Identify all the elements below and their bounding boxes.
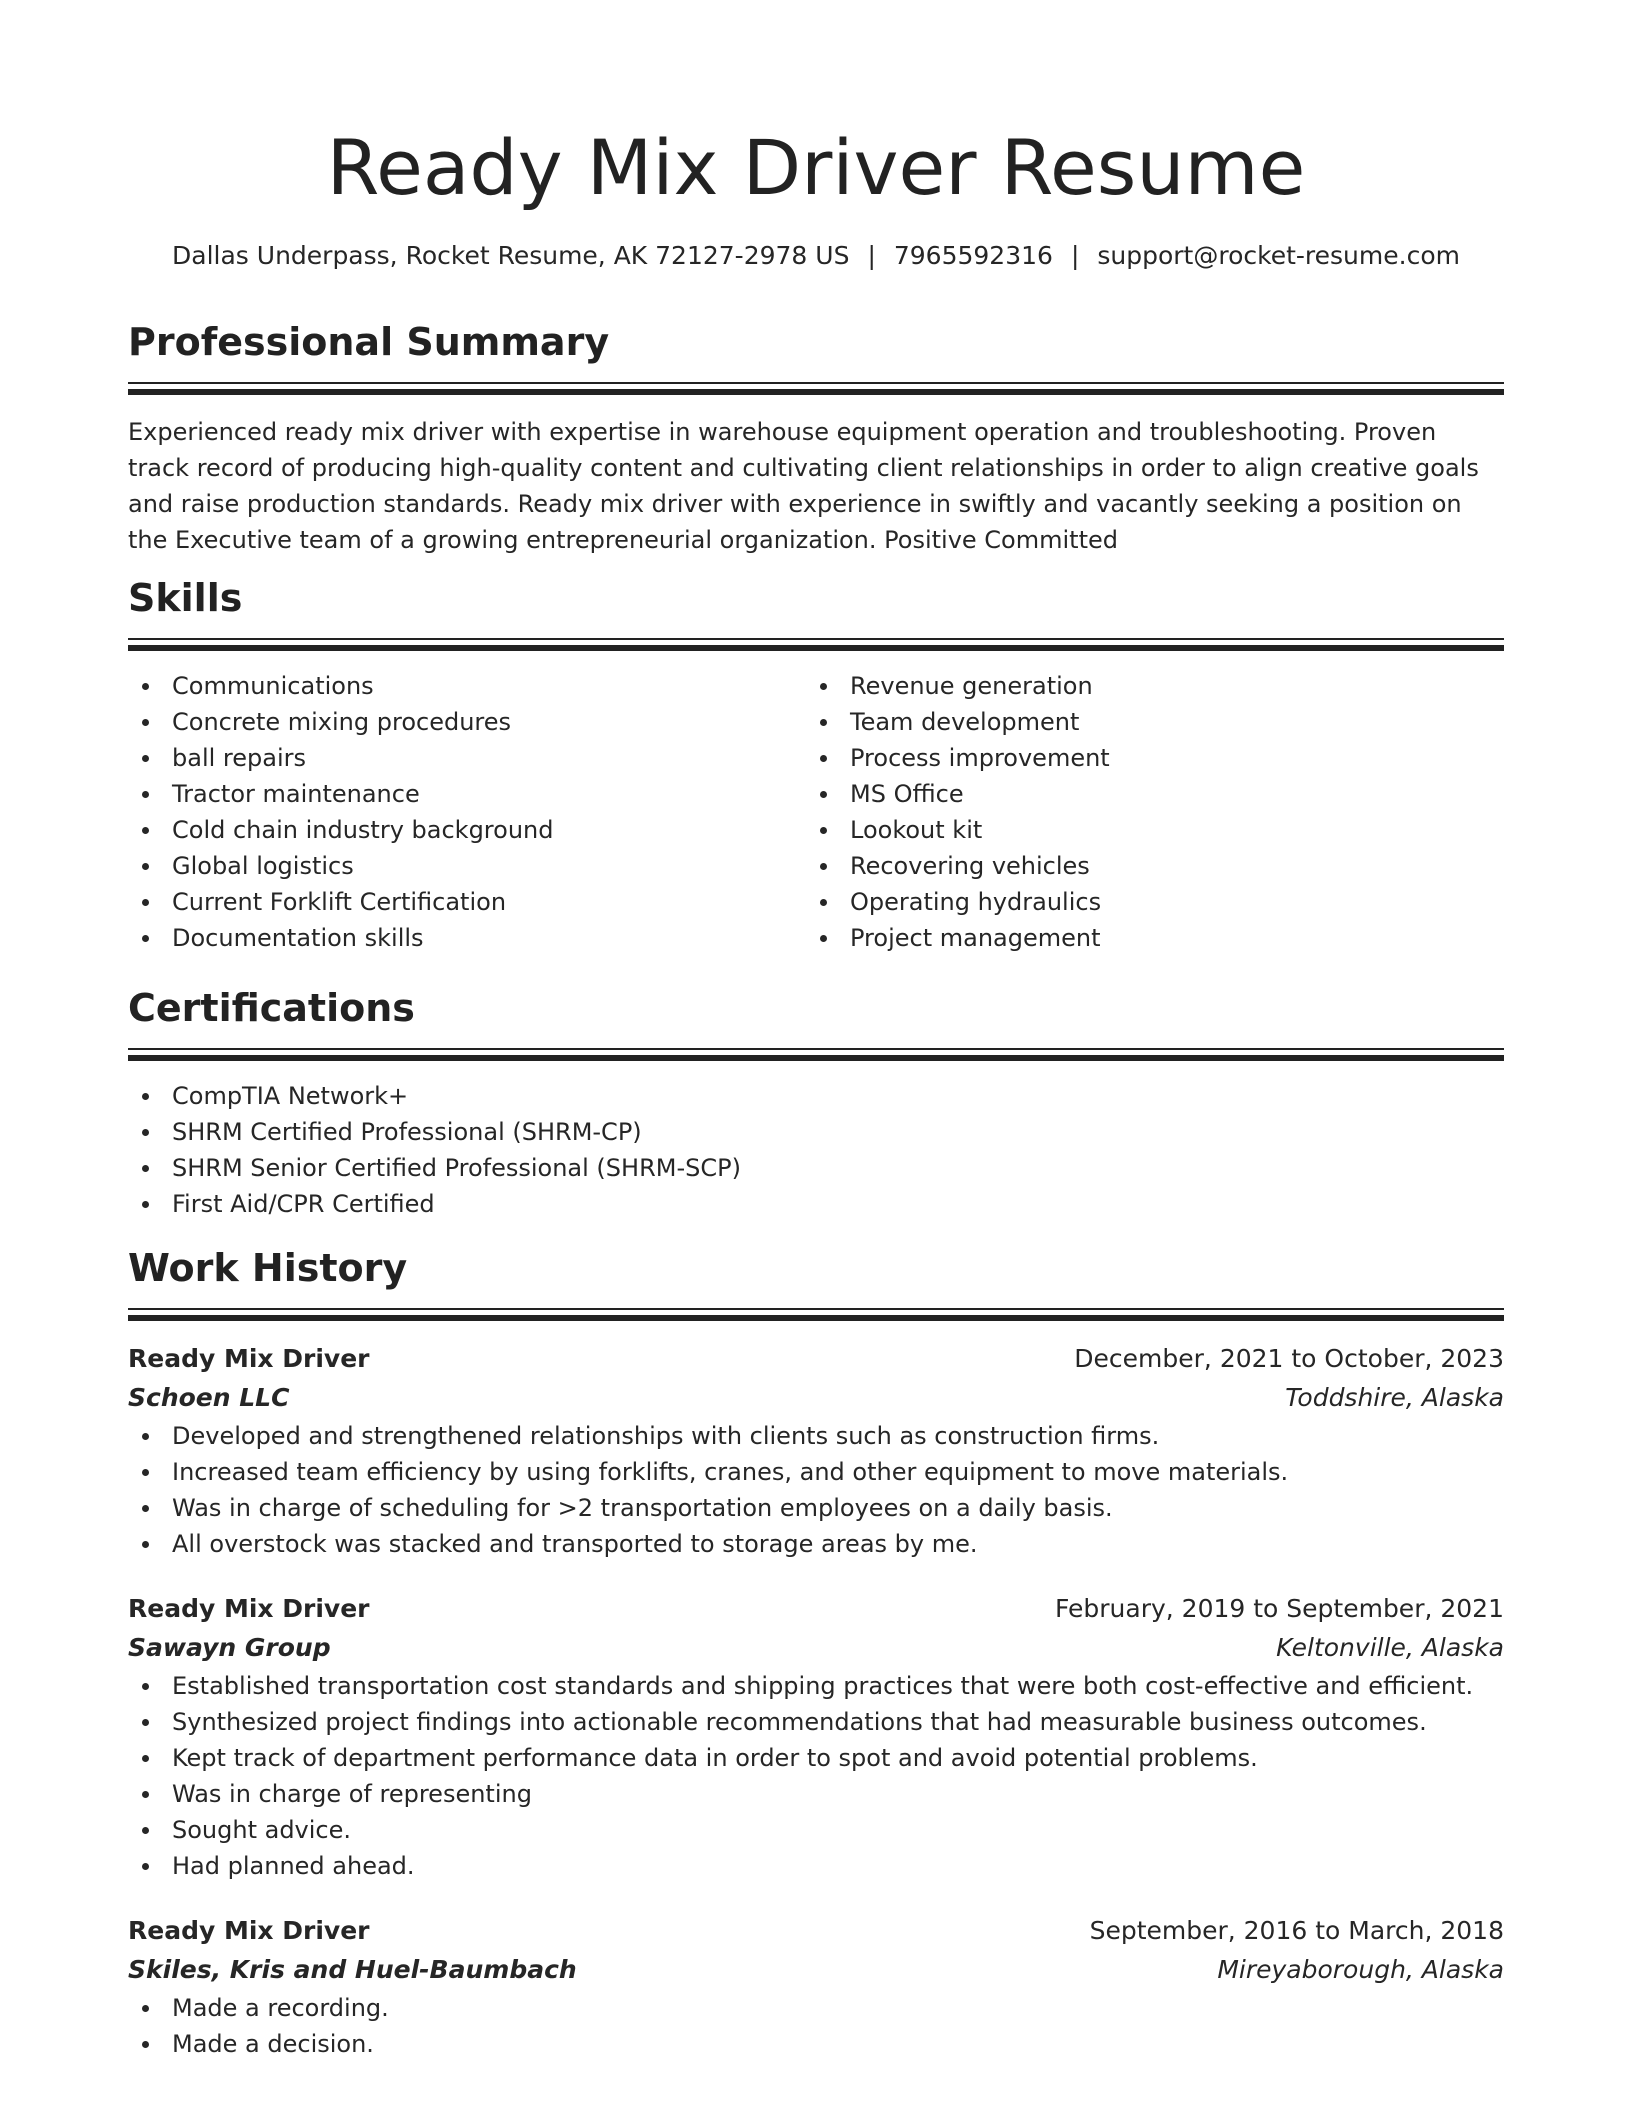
job-company: Sawayn Group (128, 1633, 331, 1662)
contact-separator: | (867, 241, 876, 270)
skills-heading: Skills (128, 576, 243, 620)
job-entry (128, 1912, 1504, 2062)
work-history-heading: Work History (128, 1246, 408, 1290)
contact-separator: | (1070, 241, 1080, 270)
certifications-heading: Certifications (128, 986, 415, 1030)
section-divider (128, 638, 1504, 650)
list-item: Made a decision. (172, 2026, 1504, 2062)
job-header (128, 1340, 1504, 1378)
certifications-section (128, 984, 1504, 1222)
job-title: Ready Mix Driver (128, 1344, 370, 1373)
list-item: All overstock was stacked and transported to storage areas by me. (172, 1526, 1504, 1562)
contact-address: Dallas Underpass, Rocket Resume, AK 72127-2978 US (172, 241, 850, 270)
job-dates: December, 2021 to October, 2023 (1074, 1344, 1504, 1373)
job-dates: September, 2016 to March, 2018 (1089, 1916, 1504, 1945)
job-company: Schoen LLC (128, 1383, 290, 1412)
list-item: SHRM Certified Professional (SHRM-CP) (172, 1114, 1504, 1150)
list-item: SHRM Senior Certified Professional (SHRM-SCP) (172, 1150, 1504, 1186)
list-item: Operating hydraulics (850, 884, 1484, 920)
certifications-list (128, 1078, 1504, 1222)
list-item: First Aid/CPR Certified (172, 1186, 1504, 1222)
skills-right-column (806, 668, 1484, 956)
job-subheader (128, 1950, 1504, 1990)
job-location: Toddshire, Alaska (1285, 1383, 1504, 1412)
job-dates: February, 2019 to September, 2021 (1055, 1594, 1504, 1623)
contact-phone: 7965592316 (893, 241, 1053, 270)
list-item: Cold chain industry background (172, 812, 806, 848)
skills-right-list (806, 668, 1484, 956)
list-item: Documentation skills (172, 920, 806, 956)
skills-grid (128, 668, 1504, 956)
list-item: Was in charge of representing (172, 1776, 1504, 1812)
contact-email: support@rocket-resume.com (1097, 241, 1460, 270)
summary-heading: Professional Summary (128, 320, 610, 364)
list-item: Developed and strengthened relationships with clients such as construction firms. (172, 1418, 1504, 1454)
job-subheader (128, 1378, 1504, 1418)
list-item: Communications (172, 668, 806, 704)
list-item: Process improvement (850, 740, 1484, 776)
list-item: Sought advice. (172, 1812, 1504, 1848)
list-item: Synthesized project findings into actionable recommendations that had measurable business outcomes. (172, 1704, 1504, 1740)
list-item: MS Office (850, 776, 1484, 812)
job-title: Ready Mix Driver (128, 1916, 370, 1945)
contact-line (128, 238, 1504, 274)
skills-left-list (128, 668, 806, 956)
list-item: Lookout kit (850, 812, 1484, 848)
job-entry (128, 1590, 1504, 1884)
list-item: Increased team efficiency by using forklifts, cranes, and other equipment to move materials. (172, 1454, 1504, 1490)
job-bullets (128, 1668, 1504, 1884)
list-item: Project management (850, 920, 1484, 956)
job-bullets (128, 1990, 1504, 2062)
section-divider (128, 1308, 1504, 1320)
section-divider (128, 1048, 1504, 1060)
list-item: Made a recording. (172, 1990, 1504, 2026)
list-item: Tractor maintenance (172, 776, 806, 812)
list-item: Team development (850, 704, 1484, 740)
list-item: ball repairs (172, 740, 806, 776)
resume-title: Ready Mix Driver Resume (326, 123, 1306, 212)
list-item: Current Forklift Certification (172, 884, 806, 920)
summary-section (128, 318, 1504, 558)
job-location: Mireyaborough, Alaska (1217, 1955, 1504, 1984)
job-bullets (128, 1418, 1504, 1562)
skills-left-column (128, 668, 806, 956)
list-item: Established transportation cost standards and shipping practices that were both cost-effective and efficient. (172, 1668, 1504, 1704)
skills-section (128, 574, 1504, 956)
job-title: Ready Mix Driver (128, 1594, 370, 1623)
job-location: Keltonville, Alaska (1276, 1633, 1504, 1662)
list-item: CompTIA Network+ (172, 1078, 1504, 1114)
work-history-section (128, 1244, 1504, 2062)
summary-text: Experienced ready mix driver with expertise in warehouse equipment operation and troubleshooting. Proven track record of producing high-quality content and cultivating client relationships in order to align creative goals and raise production standards. Ready mix driver with experience in swiftly and vacantly seeking a position on the Executive team of a growing entrepreneurial organization. Positive Committed (128, 418, 1479, 554)
list-item: Was in charge of scheduling for >2 transportation employees on a daily basis. (172, 1490, 1504, 1526)
job-subheader (128, 1628, 1504, 1668)
list-item: Had planned ahead. (172, 1848, 1504, 1884)
list-item: Concrete mixing procedures (172, 704, 806, 740)
list-item: Kept track of department performance data in order to spot and avoid potential problems. (172, 1740, 1504, 1776)
job-entry (128, 1340, 1504, 1562)
list-item: Revenue generation (850, 668, 1484, 704)
list-item: Global logistics (172, 848, 806, 884)
section-divider (128, 382, 1504, 394)
list-item: Recovering vehicles (850, 848, 1484, 884)
job-header (128, 1590, 1504, 1628)
job-header (128, 1912, 1504, 1950)
job-company: Skiles, Kris and Huel-Baumbach (128, 1955, 577, 1984)
